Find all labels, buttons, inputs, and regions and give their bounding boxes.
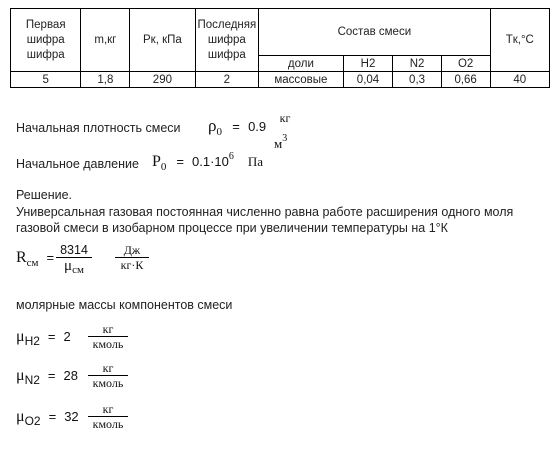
molar-o2-eq: = xyxy=(48,409,57,424)
cell-h2: 0,04 xyxy=(343,72,393,88)
cell-last-digit: 2 xyxy=(195,72,259,88)
solution-line-2: газовой смеси в изобарном процессе при увеличении температуры на 1°К xyxy=(16,221,448,235)
rsm-den-symbol: μ xyxy=(64,258,73,274)
pressure-unit: Па xyxy=(247,154,264,169)
pressure-value-sup: 6 xyxy=(228,151,234,162)
pressure-symbol: P xyxy=(152,153,161,170)
header-h2: H2 xyxy=(343,56,393,72)
cell-pressure: 290 xyxy=(130,72,195,88)
rsm-unit-den: кг·К xyxy=(120,258,144,272)
density-sub: 0 xyxy=(216,126,222,138)
cell-fractions: массовые xyxy=(259,72,343,88)
pressure-value: 0.1·10 xyxy=(192,154,229,169)
solution-line-1: Универсальная газовая постоянная численно равна работе расширения одного моля xyxy=(16,205,514,219)
pressure-sub: 0 xyxy=(160,161,167,173)
molar-h2-sub: H2 xyxy=(24,334,40,348)
molar-n2-unit xyxy=(88,361,128,391)
density-unit-num: кг xyxy=(279,111,291,125)
molar-o2 xyxy=(16,402,156,432)
pressure-formula xyxy=(152,153,263,171)
cell-o2: 0,66 xyxy=(441,72,490,88)
pressure-label: Начальное давление xyxy=(16,157,139,171)
header-fractions: доли xyxy=(259,56,343,72)
molar-h2 xyxy=(16,322,156,352)
table-row xyxy=(11,72,550,88)
header-first-digit: Первая шифра шифра xyxy=(11,9,81,72)
density-symbol: ρ xyxy=(208,116,217,135)
molar-n2-unit-den: кмоль xyxy=(92,376,124,390)
rsm-eq: = xyxy=(46,250,55,265)
solution-heading: Решение. xyxy=(16,188,73,202)
molar-o2-lhs xyxy=(16,408,79,426)
header-temp: Tк,°С xyxy=(490,9,549,72)
cell-mass: 1,8 xyxy=(81,72,130,88)
molar-n2-value: 28 xyxy=(63,368,78,383)
parameters-table xyxy=(10,8,550,88)
rsm-symbol-group xyxy=(16,249,54,267)
molar-o2-unit-den: кмоль xyxy=(92,417,124,431)
density-unit-den-base: м xyxy=(274,136,283,151)
rsm-numerator: 8314 xyxy=(56,243,92,258)
density-label: Начальная плотность смеси xyxy=(16,121,181,135)
molar-n2-symbol: μ xyxy=(16,367,25,384)
density-formula xyxy=(208,116,266,136)
density-value: 0.9 xyxy=(248,119,267,134)
density-eq: = xyxy=(232,119,240,134)
density-unit-den-sup: 3 xyxy=(282,133,288,144)
cell-temp: 40 xyxy=(490,72,549,88)
pressure-eq: = xyxy=(176,154,184,169)
molar-h2-unit-den: кмоль xyxy=(92,337,124,351)
molar-n2-unit-num: кг xyxy=(88,361,128,376)
molar-o2-sub: O2 xyxy=(24,414,41,428)
molar-h2-eq: = xyxy=(47,329,56,344)
molar-h2-value: 2 xyxy=(63,329,71,344)
cell-n2: 0,3 xyxy=(393,72,441,88)
header-mixture: Состав смеси xyxy=(259,9,490,56)
header-o2: O2 xyxy=(441,56,490,72)
rsm-fraction xyxy=(56,243,92,275)
molar-h2-symbol: μ xyxy=(16,328,25,345)
header-n2: N2 xyxy=(393,56,441,72)
molar-n2 xyxy=(16,361,156,391)
molar-h2-lhs xyxy=(16,328,71,346)
header-pressure: Pк, кПа xyxy=(130,9,195,72)
rsm-unit xyxy=(115,243,149,273)
molar-o2-symbol: μ xyxy=(16,408,25,425)
density-unit xyxy=(272,111,298,125)
density-unit-den xyxy=(274,133,288,152)
molar-n2-sub: N2 xyxy=(24,373,40,387)
molar-n2-eq: = xyxy=(47,368,56,383)
rsm-symbol: R xyxy=(16,249,27,266)
molar-o2-unit-num: кг xyxy=(88,402,128,417)
molar-n2-lhs xyxy=(16,367,78,385)
header-mass: m,кг xyxy=(81,9,130,72)
header-last-digit: Последняя шифра шифра xyxy=(195,9,259,72)
rsm-sub: см xyxy=(26,257,39,269)
molar-h2-unit-num: кг xyxy=(88,322,128,337)
rsm-denominator xyxy=(56,258,92,275)
molar-o2-value: 32 xyxy=(64,409,79,424)
rsm-unit-num: Дж xyxy=(115,243,149,258)
molar-label: молярные массы компонентов смеси xyxy=(16,298,233,312)
cell-first-digit: 5 xyxy=(11,72,81,88)
rsm-den-sub: см xyxy=(72,264,84,276)
molar-h2-unit xyxy=(88,322,128,352)
molar-o2-unit xyxy=(88,402,128,432)
